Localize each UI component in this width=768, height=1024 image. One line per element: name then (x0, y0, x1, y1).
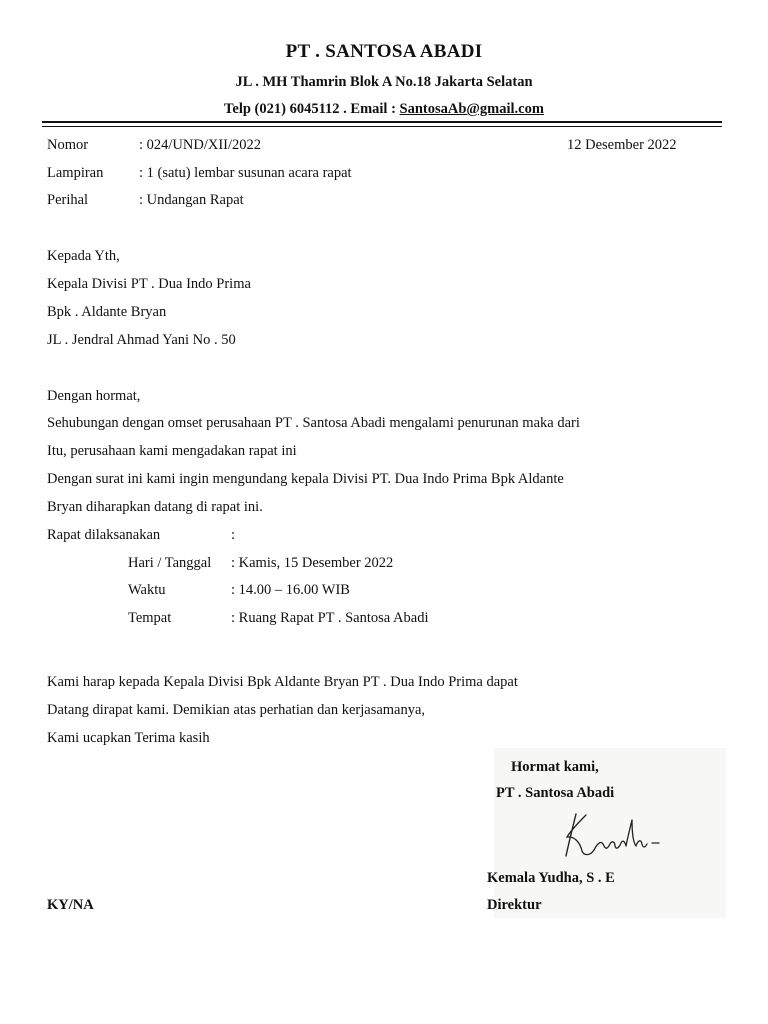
company-name: PT . SANTOSA ABADI (285, 41, 483, 62)
company-address: JL . MH Thamrin Blok A No.18 Jakarta Selatan (235, 74, 533, 90)
place-label: Tempat (128, 610, 172, 626)
body-line-2: Itu, perusahaan kami mengadakan rapat ini (47, 443, 297, 459)
perihal-label: Perihal (47, 192, 89, 208)
body-line-1: Sehubungan dengan omset perusahaan PT . Santosa Abadi mengalami penurunan maka dari (47, 415, 580, 431)
signatory-company: PT . Santosa Abadi (496, 785, 615, 801)
time-value: : 14.00 – 16.00 WIB (231, 582, 350, 598)
place-value: : Ruang Rapat PT . Santosa Abadi (231, 610, 429, 626)
lampiran-label: Lampiran (47, 165, 104, 181)
day-label: Hari / Tanggal (128, 555, 212, 571)
recipient-name: Bpk . Aldante Bryan (47, 304, 167, 320)
recipient-salutation: Kepada Yth, (47, 248, 120, 264)
company-contact (0, 101, 768, 118)
signatory-title: Direktur (487, 897, 542, 913)
reference-initials: KY/NA (47, 897, 94, 913)
rapat-label: Rapat dilaksanakan (47, 527, 161, 543)
contact-email[interactable]: SantosaAb@gmail.com (399, 101, 544, 117)
signatory-name: Kemala Yudha, S . E (487, 870, 615, 886)
header-rule-thick (42, 121, 722, 123)
nomor-value: : 024/UND/XII/2022 (139, 137, 262, 153)
recipient-position: Kepala Divisi PT . Dua Indo Prima (47, 276, 251, 292)
closing-line-3: Kami ucapkan Terima kasih (47, 730, 210, 746)
perihal-value: : Undangan Rapat (139, 192, 244, 208)
regards: Hormat kami, (511, 759, 599, 775)
nomor-label: Nomor (47, 137, 89, 153)
contact-phone: Telp (021) 6045112 . Email : (224, 101, 400, 117)
closing-line-2: Datang dirapat kami. Demikian atas perhatian dan kerjasamanya, (47, 702, 426, 718)
handwritten-signature (552, 806, 662, 866)
lampiran-value: : 1 (satu) lembar susunan acara rapat (139, 165, 352, 181)
day-value: : Kamis, 15 Desember 2022 (231, 555, 394, 571)
closing-line-1: Kami harap kepada Kepala Divisi Bpk Aldante Bryan PT . Dua Indo Prima dapat (47, 674, 518, 690)
header-rule-thin (42, 126, 722, 127)
body-line-4: Bryan diharapkan datang di rapat ini. (47, 499, 263, 515)
recipient-address: JL . Jendral Ahmad Yani No . 50 (47, 332, 236, 348)
letter-date: 12 Desember 2022 (567, 137, 677, 153)
rapat-colon: : (231, 527, 236, 543)
greeting: Dengan hormat, (47, 388, 141, 404)
body-line-3: Dengan surat ini kami ingin mengundang kepala Divisi PT. Dua Indo Prima Bpk Aldante (47, 471, 564, 487)
time-label: Waktu (128, 582, 166, 598)
